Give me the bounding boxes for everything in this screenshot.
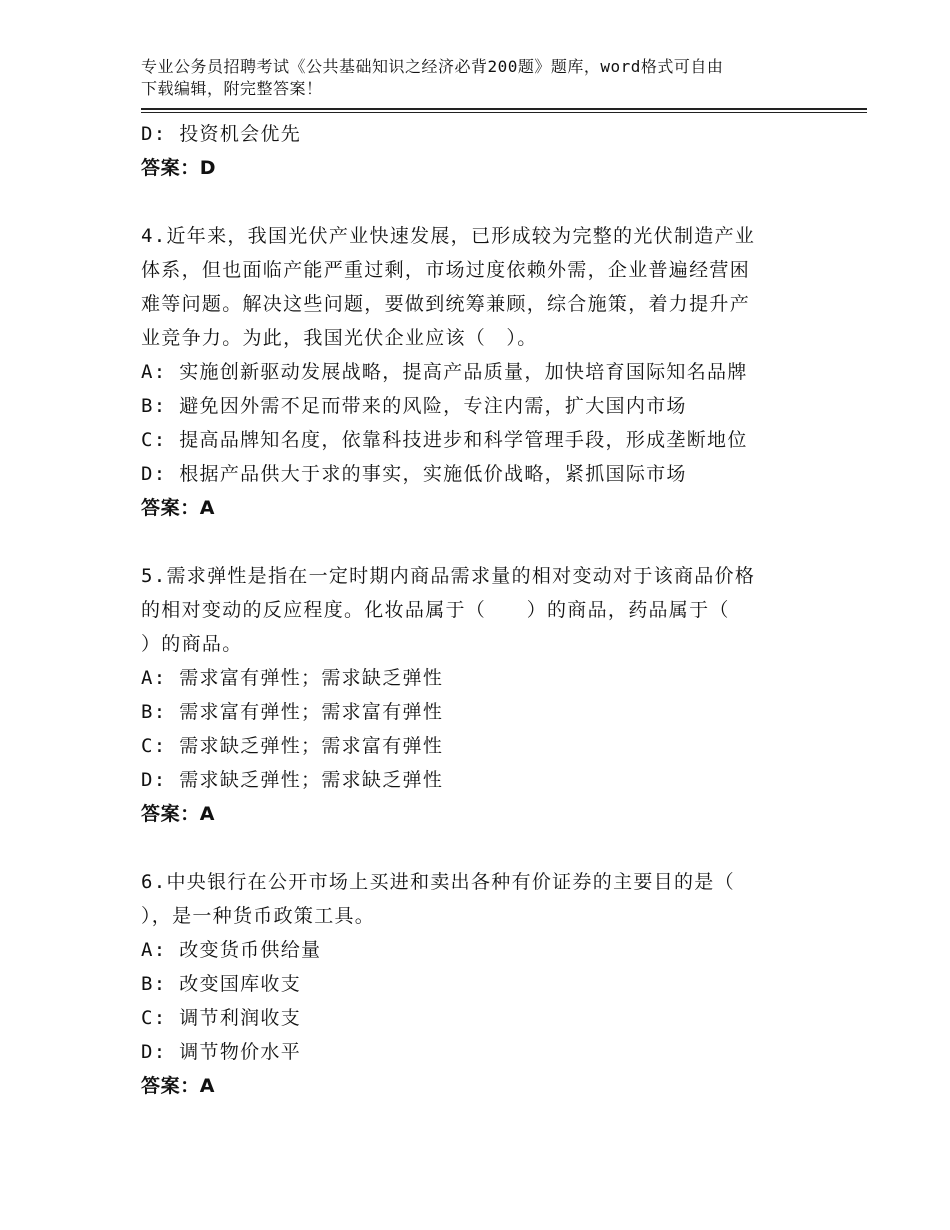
spacer [141, 831, 867, 865]
question-5-stem-line: 5.需求弹性是指在一定时期内商品需求量的相对变动对于该商品价格 [141, 565, 756, 587]
question-6-stem-line: 6.中央银行在公开市场上买进和卖出各种有价证券的主要目的是（ [141, 871, 735, 893]
question-4-stem-line: 体系，但也面临产能严重过剩，市场过度依赖外需，企业普遍经营困 [141, 259, 751, 281]
question-5-option-d: D: 需求缺乏弹性；需求缺乏弹性 [141, 769, 444, 791]
question-4-stem-line: 4.近年来，我国光伏产业快速发展，已形成较为完整的光伏制造产业 [141, 225, 756, 247]
prev-question-option-d: D: 投资机会优先 [141, 123, 302, 145]
question-5-option-a: A: 需求富有弹性；需求缺乏弹性 [141, 667, 444, 689]
question-6-answer: 答案：A [141, 1075, 216, 1097]
question-6-option-c: C: 调节利润收支 [141, 1007, 302, 1029]
question-5-stem-line: 的相对变动的反应程度。化妆品属于（ ）的商品，药品属于（ [141, 599, 730, 621]
question-4-stem-line: 业竞争力。为此，我国光伏企业应该（ ）。 [141, 327, 538, 349]
header-line-2: 下载编辑，附完整答案！ [141, 79, 323, 98]
question-6-option-a: A: 改变货币供给量 [141, 939, 322, 961]
header-divider-thin [141, 112, 867, 113]
question-4-stem-line: 难等问题。解决这些问题，要做到统筹兼顾，综合施策，着力提升产 [141, 293, 751, 315]
question-4-option-a: A: 实施创新驱动发展战略，提高产品质量，加快培育国际知名品牌 [141, 361, 748, 383]
question-4 [141, 219, 867, 525]
header-divider-thick [141, 108, 867, 110]
question-4-option-d: D: 根据产品供大于求的事实，实施低价战略，紧抓国际市场 [141, 463, 687, 485]
spacer [141, 525, 867, 559]
question-5 [141, 559, 867, 831]
document-header [141, 56, 811, 100]
question-4-answer: 答案：A [141, 497, 216, 519]
question-5-answer: 答案：A [141, 803, 216, 825]
question-6-option-b: B: 改变国库收支 [141, 973, 302, 995]
question-5-stem-line: ）的商品。 [141, 633, 243, 655]
header-line-1: 专业公务员招聘考试《公共基础知识之经济必背200题》题库，word格式可自由 [141, 57, 724, 76]
spacer [141, 185, 867, 219]
question-6-option-d: D: 调节物价水平 [141, 1041, 302, 1063]
question-5-option-b: B: 需求富有弹性；需求富有弹性 [141, 701, 444, 723]
prev-question-answer: 答案：D [141, 157, 217, 179]
question-5-option-c: C: 需求缺乏弹性；需求富有弹性 [141, 735, 444, 757]
question-4-option-c: C: 提高品牌知名度，依靠科技进步和科学管理手段，形成垄断地位 [141, 429, 748, 451]
question-4-option-b: B: 避免因外需不足而带来的风险，专注内需，扩大国内市场 [141, 395, 687, 417]
document-page [141, 56, 867, 1103]
question-6 [141, 865, 867, 1103]
question-6-stem-line: ），是一种货币政策工具。 [141, 905, 376, 927]
